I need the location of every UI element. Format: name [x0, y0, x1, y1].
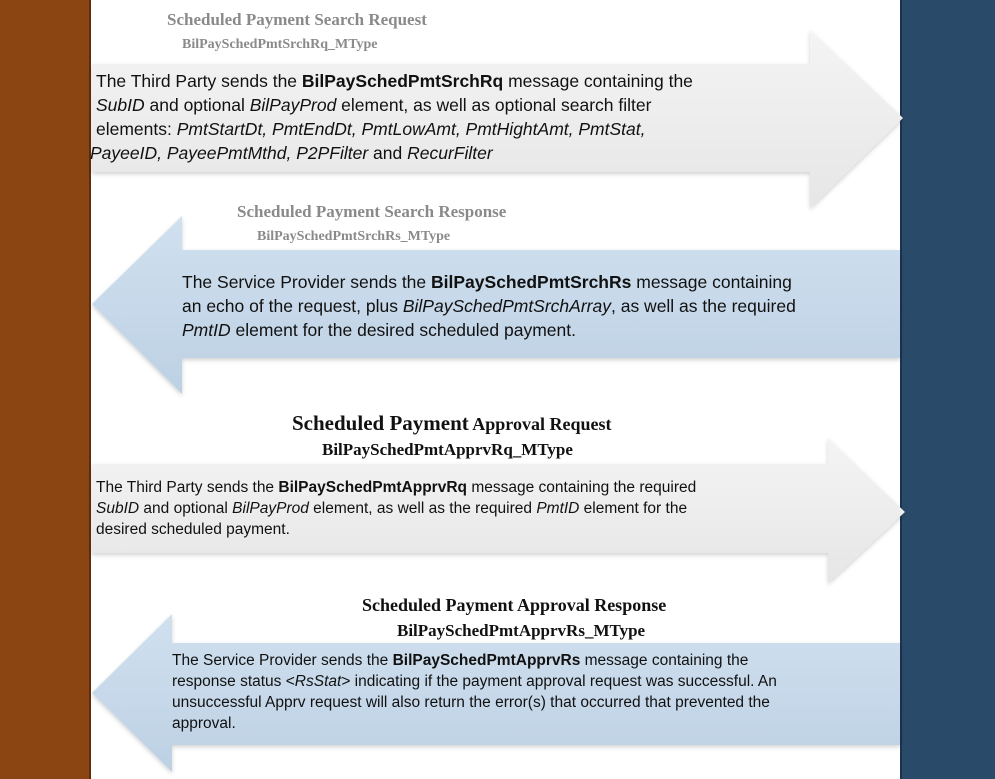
search-request-title: Scheduled Payment Search Request: [167, 10, 427, 29]
desc-line: The Service Provider sends the BilPaySchedPmtSrchRs message containing: [182, 272, 792, 292]
search-response-description: [182, 270, 796, 342]
desc-line: desired scheduled payment.: [96, 521, 290, 538]
desc-line: The Third Party sends the BilPaySchedPmtApprvRq message containing the required: [96, 479, 697, 496]
approval-response-type: BilPaySchedPmtApprvRs_MType: [397, 621, 646, 640]
search-request-description: [90, 69, 693, 165]
desc-line: SubID and optional BilPayProd element, as well as optional search filter: [96, 95, 652, 115]
approval-request-description: [96, 477, 696, 540]
search-response-title: Scheduled Payment Search Response: [237, 202, 507, 221]
desc-line: SubID and optional BilPayProd element, as well as the required PmtID element for the: [96, 500, 688, 517]
desc-line: PmtID element for the desired scheduled payment.: [182, 320, 576, 340]
approval-request-title: Scheduled Payment Approval Request: [292, 411, 612, 435]
desc-line: an echo of the request, plus BilPaySchedPmtSrchArray, as well as the required: [182, 296, 796, 316]
desc-line: The Third Party sends the BilPaySchedPmtSrchRq message containing the: [96, 71, 693, 91]
search-response-type: BilPaySchedPmtSrchRs_MType: [257, 229, 451, 244]
desc-line: elements: PmtStartDt, PmtEndDt, PmtLowAmt, PmtHightAmt, PmtStat,: [96, 119, 646, 139]
desc-line: response status <RsStat> indicating if the payment approval request was successful. An: [172, 673, 777, 690]
approval-response-description: [172, 650, 777, 734]
desc-line: approval.: [172, 715, 236, 732]
desc-line: unsuccessful Apprv request will also return the error(s) that occurred that prevented the: [172, 694, 770, 711]
approval-request-type: BilPaySchedPmtApprvRq_MType: [322, 440, 573, 459]
approval-response-title: Scheduled Payment Approval Response: [362, 595, 667, 615]
desc-line: The Service Provider sends the BilPaySchedPmtApprvRs message containing the: [172, 652, 749, 669]
desc-line: PayeeID, PayeePmtMthd, P2PFilter and RecurFilter: [90, 143, 493, 163]
search-request-type: BilPaySchedPmtSrchRq_MType: [182, 37, 378, 52]
